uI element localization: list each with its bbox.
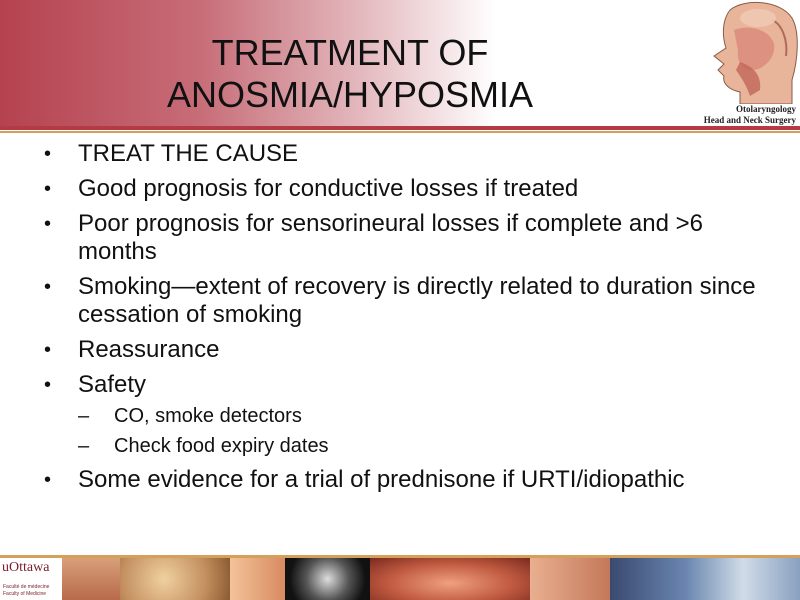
sub-item-text: CO, smoke detectors xyxy=(114,405,302,427)
bullet-dot-icon: • xyxy=(44,178,52,200)
sub-item-text: Check food expiry dates xyxy=(114,435,329,457)
bullet-dot-icon: • xyxy=(44,213,52,235)
logo-line-2: Head and Neck Surgery xyxy=(703,115,796,125)
bullet-item xyxy=(40,210,760,266)
sub-item xyxy=(78,433,760,459)
faculty-en: Faculty of Medicine xyxy=(3,591,47,597)
bullet-dot-icon: • xyxy=(44,276,52,298)
dash-icon: – xyxy=(78,405,90,427)
otolaryngology-logo xyxy=(700,0,800,126)
bullet-item xyxy=(40,140,760,168)
title-line-2: ANOSMIA/HYPOSMIA xyxy=(166,74,534,115)
bullet-item xyxy=(40,466,760,494)
larynx-endoscopy-image xyxy=(370,558,530,600)
head-anatomy-icon xyxy=(700,0,800,104)
bullet-list xyxy=(40,140,760,501)
slide-title xyxy=(90,32,610,116)
cochlea-image xyxy=(120,558,230,600)
bullet-item xyxy=(40,273,760,329)
sub-item xyxy=(78,403,760,429)
safety-sub-list xyxy=(78,403,760,459)
bullet-text: Smoking—extent of recovery is directly related to duration since cessation of smoking xyxy=(78,273,756,328)
uottawa-logo xyxy=(0,558,62,600)
bullet-text: Some evidence for a trial of prednisone if URTI/idiopathic xyxy=(78,466,685,493)
bullet-text: Reassurance xyxy=(78,336,220,363)
ear-anatomy-image xyxy=(62,558,120,600)
header-rule xyxy=(0,126,800,130)
bullet-dot-icon: • xyxy=(44,374,52,396)
bullet-item xyxy=(40,336,760,364)
logo-line-1: Otolaryngology xyxy=(736,104,796,114)
bullet-dot-icon: • xyxy=(44,339,52,361)
title-line-1: TREATMENT OF xyxy=(211,32,489,73)
bullet-item-safety xyxy=(40,371,760,459)
bullet-item xyxy=(40,175,760,203)
bullet-text: TREAT THE CAUSE xyxy=(78,140,299,167)
surgeons-image xyxy=(610,558,800,600)
bullet-dot-icon: • xyxy=(44,469,52,491)
header-rule-gold xyxy=(0,131,800,133)
face-image xyxy=(230,558,285,600)
sinus-ct-image xyxy=(285,558,370,600)
neck-surgery-image xyxy=(530,558,610,600)
university-name: uOttawa xyxy=(2,560,50,575)
bullet-text: Safety xyxy=(78,371,147,398)
bullet-text: Good prognosis for conductive losses if treated xyxy=(78,175,579,202)
faculty-fr: Faculté de médecine xyxy=(3,584,50,590)
bullet-dot-icon: • xyxy=(44,143,52,165)
bullet-text: Poor prognosis for sensorineural losses if complete and >6 months xyxy=(78,210,704,265)
dash-icon: – xyxy=(78,435,90,457)
